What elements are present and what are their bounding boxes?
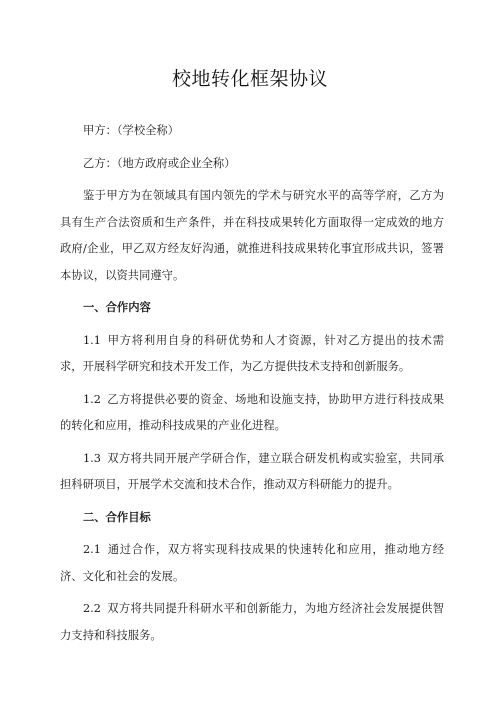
section-cooperation-content — [60, 295, 444, 499]
clause-text: 通过合作，双方将实现科技成果的快速转化和应用，推动地方经济、文化和社会的发展。 — [60, 543, 444, 583]
clause-paragraph — [60, 387, 444, 440]
clause-paragraph — [60, 596, 444, 649]
clause-text: 双方将共同开展产学研合作，建立联合研发机构或实验室，共同承担科研项目，开展学术交流和技术合作，推动双方科研能力的提升。 — [60, 451, 444, 491]
clause-number: 2.2 — [83, 602, 101, 615]
clause-text: 甲方将利用自身的科研优势和人才资源，针对乙方提出的技术需求，开展科学研究和技术开发工作，为乙方提供技术支持和创新服务。 — [60, 333, 444, 373]
clause-number: 2.1 — [83, 543, 101, 556]
clause-number: 1.3 — [83, 451, 101, 465]
clause-paragraph — [60, 328, 444, 381]
section-heading: 二、合作目标 — [83, 510, 151, 524]
section-cooperation-goals — [60, 505, 444, 650]
section-heading: 一、合作内容 — [83, 301, 151, 314]
document-body — [60, 118, 444, 655]
party-b-line: 乙方：（地方政府或企业全称） — [83, 156, 236, 170]
party-a-line: 甲方：（学校全称） — [83, 124, 180, 137]
clause-text: 双方将共同提升科研水平和创新能力，为地方经济社会发展提供智力支持和科技服务。 — [60, 602, 444, 642]
clause-number: 1.1 — [83, 333, 101, 347]
clause-text: 乙方将提供必要的资金、场地和设施支持，协助甲方进行科技成果的转化和应用，推动科技成果的产业化进程。 — [60, 392, 444, 432]
preamble-paragraph: 鉴于甲方为在领域具有国内领先的学术与研究水平的高等学府，乙方为具有生产合法资质和生产条件，并在科技成果转化方面取得一定成效的地方政府/企业，甲乙双方经友好沟通，就推进科技成果转化事宜形成共识，签署本协议，以资共同遵守。 — [60, 189, 444, 282]
document-title: 校地转化框架协议 — [171, 68, 328, 90]
clause-number: 1.2 — [83, 392, 101, 406]
clause-paragraph — [60, 446, 444, 499]
clause-paragraph — [60, 537, 444, 590]
